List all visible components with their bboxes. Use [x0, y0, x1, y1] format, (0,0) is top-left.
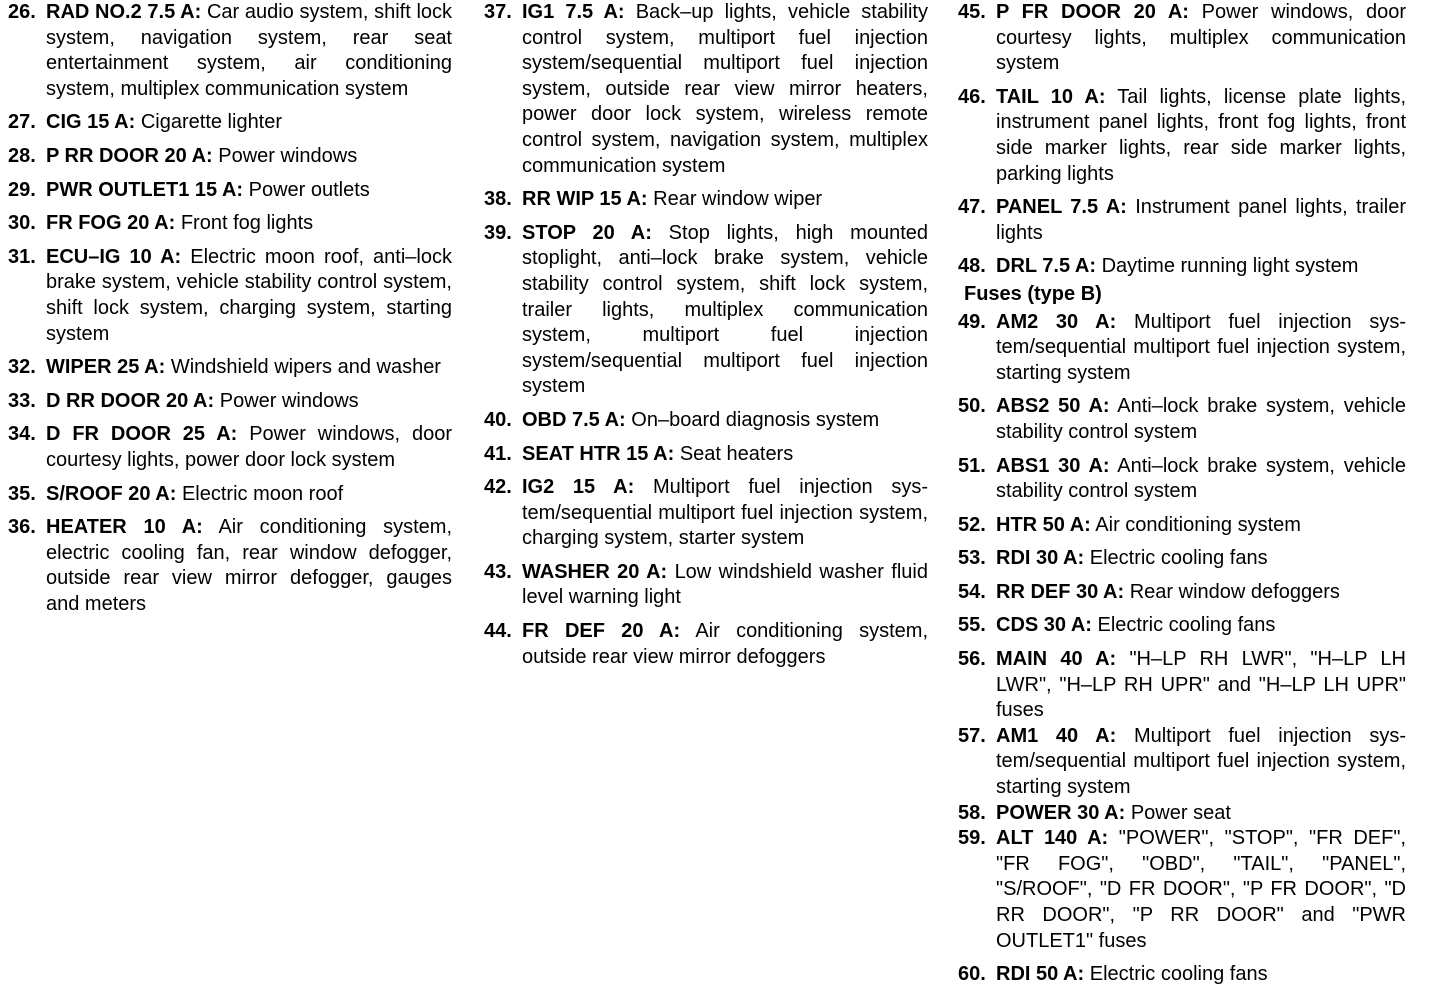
- entry-body: [996, 826, 1406, 954]
- entry-body: [996, 454, 1406, 505]
- fuse-description: Power windows: [219, 389, 359, 412]
- entry-body: [522, 187, 928, 213]
- fuse-description: Air conditioning system, electric cooling fan, rear window defogger, outside rear view mirror defogger, gauges and meters: [46, 516, 453, 615]
- entry-number: 35.: [8, 482, 36, 505]
- fuse-entry-34: [8, 422, 452, 473]
- entry-number: 30.: [8, 212, 36, 235]
- fuse-code: AM2 30 A:: [996, 310, 1117, 333]
- fuse-code: ABS2 50 A:: [996, 395, 1110, 418]
- fuse-entry-27: [8, 110, 452, 136]
- fuse-description: Back–up lights, vehicle stability control system, multiport fuel injection system/sequential multiport fuel injection system, outside rear view mirror heaters, power door lock system, wireless remote control system, navigation system, multiplex communication system: [522, 1, 928, 177]
- entry-body: [46, 211, 452, 237]
- fuse-entry-51: [958, 454, 1406, 505]
- entry-body: [996, 0, 1406, 77]
- fuse-code: TAIL 10 A:: [996, 85, 1106, 108]
- fuse-description: Daytime running light system: [1101, 255, 1359, 278]
- fuse-description: Power outlets: [248, 178, 370, 201]
- fuse-code: RR DEF 30 A:: [996, 580, 1125, 603]
- entry-body: [46, 110, 452, 136]
- fuse-description: Power seat: [1130, 801, 1231, 824]
- entry-number: 56.: [958, 648, 986, 671]
- fuse-code: AM1 40 A:: [996, 724, 1117, 747]
- fuse-code: IG1 7.5 A:: [522, 1, 625, 23]
- fuse-code: RAD NO.2 7.5 A:: [46, 1, 202, 23]
- fuse-entry-38: [484, 187, 928, 213]
- entry-body: [46, 355, 452, 381]
- fuse-entry-33: [8, 389, 452, 415]
- entry-body: [46, 144, 452, 170]
- fuse-code: PWR OUTLET1 15 A:: [46, 178, 244, 201]
- fuse-entry-46: [958, 85, 1406, 187]
- entry-body: [996, 647, 1406, 724]
- fuse-entry-26: [8, 0, 452, 102]
- entry-number: 27.: [8, 111, 36, 134]
- fuse-description: Multiport fuel injection system/sequential multiport fuel injection system, starting system: [996, 724, 1407, 799]
- fuse-code: HEATER 10 A:: [46, 516, 203, 539]
- fuse-code: D RR DOOR 20 A:: [46, 389, 215, 412]
- fuse-entry-35: [8, 482, 452, 508]
- entry-body: [996, 613, 1406, 639]
- fuse-code: HTR 50 A:: [996, 513, 1091, 536]
- entry-body: [522, 619, 928, 670]
- fuse-code: RDI 30 A:: [996, 547, 1085, 570]
- fuse-entry-48: [958, 254, 1406, 280]
- fuse-description: Car audio system, shift lock system, navigation system, rear seat entertainment system, air conditioning system, multiplex communication system: [46, 1, 453, 100]
- entry-number: 58.: [958, 801, 986, 824]
- fuse-entry-49: [958, 310, 1406, 387]
- fuse-code: IG2 15 A:: [522, 476, 635, 499]
- fuse-code: D FR DOOR 25 A:: [46, 423, 238, 446]
- fuse-code: ABS1 30 A:: [996, 454, 1110, 477]
- fuse-entry-50: [958, 394, 1406, 445]
- fuse-code: MAIN 40 A:: [996, 648, 1117, 671]
- fuse-description: Seat heaters: [679, 442, 794, 465]
- fuse-entry-58: [958, 801, 1406, 827]
- fuse-entry-40: [484, 408, 928, 434]
- fuse-entry-59: [958, 826, 1406, 954]
- fuse-entry-37: [484, 0, 928, 179]
- fuse-code: OBD 7.5 A:: [522, 408, 626, 431]
- fuse-entry-54: [958, 580, 1406, 606]
- entry-body: [522, 560, 928, 611]
- entry-number: 43.: [484, 560, 512, 583]
- fuse-code: WASHER 20 A:: [522, 560, 668, 583]
- fuse-description: On–board diagnosis system: [631, 408, 880, 431]
- entry-body: [46, 422, 452, 473]
- fuse-entry-30: [8, 211, 452, 237]
- fuse-code: RDI 50 A:: [996, 963, 1085, 986]
- fuse-entry-60: [958, 962, 1406, 988]
- entry-number: 59.: [958, 827, 986, 850]
- fuse-description: Low windshield washer fluid level warning light: [522, 560, 928, 609]
- fuse-code: ECU–IG 10 A:: [46, 245, 182, 268]
- fuse-code: FR DEF 20 A:: [522, 620, 681, 643]
- entry-number: 38.: [484, 188, 512, 211]
- fuse-entry-32: [8, 355, 452, 381]
- section-heading-fuses-type-b: Fuses (type B): [964, 282, 1102, 305]
- fuse-entry-28: [8, 144, 452, 170]
- entry-body: [522, 442, 928, 468]
- fuse-entry-31: [8, 245, 452, 347]
- fuse-description: "POWER", "STOP", "FR DEF", "FR FOG", "OBD", "TAIL", "PANEL", "S/ROOF", "D FR DOOR", "P FR DOOR", "D RR DOOR", "P RR DOOR" and "PWR OUTLET1" fuses: [996, 827, 1406, 952]
- entry-number: 48.: [958, 255, 986, 278]
- entry-body: [46, 0, 452, 102]
- entry-body: [996, 85, 1406, 187]
- entry-number: 60.: [958, 963, 986, 986]
- fuse-description: Instrument panel lights, trailer lights: [996, 196, 1406, 244]
- fuse-entry-55: [958, 613, 1406, 639]
- entry-number: 37.: [484, 1, 512, 23]
- fuse-description: Rear window wiper: [653, 188, 823, 211]
- entry-body: [996, 580, 1406, 606]
- entry-body: [522, 221, 928, 400]
- fuse-entry-44: [484, 619, 928, 670]
- fuse-code: S/ROOF 20 A:: [46, 482, 177, 505]
- entry-body: [996, 394, 1406, 445]
- fuse-entry-47: [958, 195, 1406, 246]
- entry-body: [46, 515, 452, 617]
- entry-number: 39.: [484, 221, 512, 244]
- fuse-description: Anti–lock brake system, vehicle stability control system: [996, 454, 1406, 503]
- fuse-code: ALT 140 A:: [996, 827, 1109, 850]
- fuse-description: Rear window defoggers: [1129, 580, 1340, 603]
- fuse-entry-45: [958, 0, 1406, 77]
- entry-body: [996, 801, 1406, 827]
- fuse-description: "H–LP RH LWR", "H–LP LH LWR", "H–LP RH UPR" and "H–LP LH UPR" fuses: [996, 648, 1406, 722]
- entry-body: [996, 254, 1406, 280]
- fuse-entry-56: [958, 647, 1406, 724]
- fuse-description: Stop lights, high mounted stoplight, anti–lock brake system, vehicle stability control system, shift lock system, trailer lights, multiplex communication system, multiport fuel injection system/sequential multiport fuel injection system: [522, 221, 929, 398]
- fuse-code: CIG 15 A:: [46, 111, 136, 134]
- entry-number: 40.: [484, 408, 512, 431]
- entry-number: 26.: [8, 1, 36, 23]
- column-3: [958, 0, 1406, 996]
- entry-number: 34.: [8, 423, 36, 446]
- fuse-description: Windshield wipers and washer: [170, 356, 441, 379]
- entry-body: [996, 546, 1406, 572]
- fuse-code: WIPER 25 A:: [46, 356, 166, 379]
- entry-body: [996, 962, 1406, 988]
- column-1: [8, 0, 452, 625]
- fuse-description: Multiport fuel injection system/sequential multiport fuel injection system, starting system: [996, 310, 1407, 384]
- entry-body: [46, 245, 452, 347]
- entry-number: 47.: [958, 196, 986, 219]
- entry-number: 32.: [8, 356, 36, 379]
- fuse-description: Front fog lights: [180, 212, 314, 235]
- fuse-entry-39: [484, 221, 928, 400]
- entry-body: [522, 0, 928, 179]
- fuse-description: Anti–lock brake system, vehicle stability control system: [996, 395, 1406, 443]
- entry-body: [522, 408, 928, 434]
- fuse-description: Power windows, door courtesy lights, multiplex communication system: [996, 1, 1406, 75]
- entry-number: 33.: [8, 389, 36, 412]
- fuse-code: RR WIP 15 A:: [522, 188, 648, 211]
- entry-number: 44.: [484, 620, 512, 643]
- entry-body: [46, 389, 452, 415]
- fuse-code: PANEL 7.5 A:: [996, 196, 1127, 219]
- entry-number: 51.: [958, 454, 986, 477]
- fuse-description: Air conditioning system, outside rear view mirror defoggers: [522, 620, 928, 668]
- fuse-entry-53: [958, 546, 1406, 572]
- fuse-entry-29: [8, 178, 452, 204]
- entry-number: 29.: [8, 178, 36, 201]
- fuse-code: DRL 7.5 A:: [996, 255, 1097, 278]
- fuse-entry-36: [8, 515, 452, 617]
- entry-number: 55.: [958, 614, 986, 637]
- entry-number: 28.: [8, 144, 36, 167]
- fuse-code: POWER 30 A:: [996, 801, 1126, 824]
- entry-number: 42.: [484, 476, 512, 499]
- entry-body: [996, 195, 1406, 246]
- entry-body: [996, 513, 1406, 539]
- fuse-entry-52: [958, 513, 1406, 539]
- fuse-description: Electric cooling fans: [1089, 547, 1268, 570]
- fuse-description: Electric moon roof: [181, 482, 344, 505]
- entry-body: [996, 310, 1406, 387]
- fuse-code: P FR DOOR 20 A:: [996, 1, 1189, 23]
- fuse-description: Power windows, door courtesy lights, power door lock system: [46, 423, 452, 471]
- fuse-entry-57: [958, 724, 1406, 801]
- entry-body: [996, 724, 1406, 801]
- entry-number: 36.: [8, 516, 36, 539]
- entry-number: 53.: [958, 547, 986, 570]
- fuse-entry-43: [484, 560, 928, 611]
- fuse-description: Air conditioning system: [1095, 513, 1301, 536]
- fuse-description: Power windows: [218, 144, 358, 167]
- entry-body: [46, 178, 452, 204]
- entry-number: 57.: [958, 724, 986, 747]
- fuse-code: STOP 20 A:: [522, 221, 652, 244]
- fuse-description: Electric moon roof, anti–lock brake system, vehicle stability control system, shift lock system, charging system, starting system: [46, 245, 452, 345]
- fuse-description: Multiport fuel injection system/sequential multiport fuel injection system, charging system, starter system: [522, 476, 929, 550]
- entry-number: 31.: [8, 245, 36, 268]
- fuse-entry-41: [484, 442, 928, 468]
- fuse-description: Cigarette lighter: [140, 111, 283, 134]
- column-2: [484, 0, 928, 678]
- entry-number: 49.: [958, 310, 986, 333]
- fuse-code: FR FOG 20 A:: [46, 212, 176, 235]
- fuse-code: CDS 30 A:: [996, 614, 1092, 637]
- fuse-description: Tail lights, license plate lights, instrument panel lights, front fog lights, front side marker lights, rear side marker lights, parking lights: [996, 85, 1407, 185]
- entry-number: 41.: [484, 442, 512, 465]
- fuse-description: Electric cooling fans: [1097, 614, 1276, 637]
- fuse-code: SEAT HTR 15 A:: [522, 442, 675, 465]
- fuse-code: P RR DOOR 20 A:: [46, 144, 213, 167]
- entry-number: 45.: [958, 1, 986, 23]
- entry-body: [46, 482, 452, 508]
- entry-number: 54.: [958, 580, 986, 603]
- entry-number: 46.: [958, 85, 986, 108]
- entry-number: 52.: [958, 513, 986, 536]
- fuse-entry-42: [484, 475, 928, 552]
- entry-body: [522, 475, 928, 552]
- entry-number: 50.: [958, 395, 986, 418]
- fuse-description: Electric cooling fans: [1089, 963, 1268, 986]
